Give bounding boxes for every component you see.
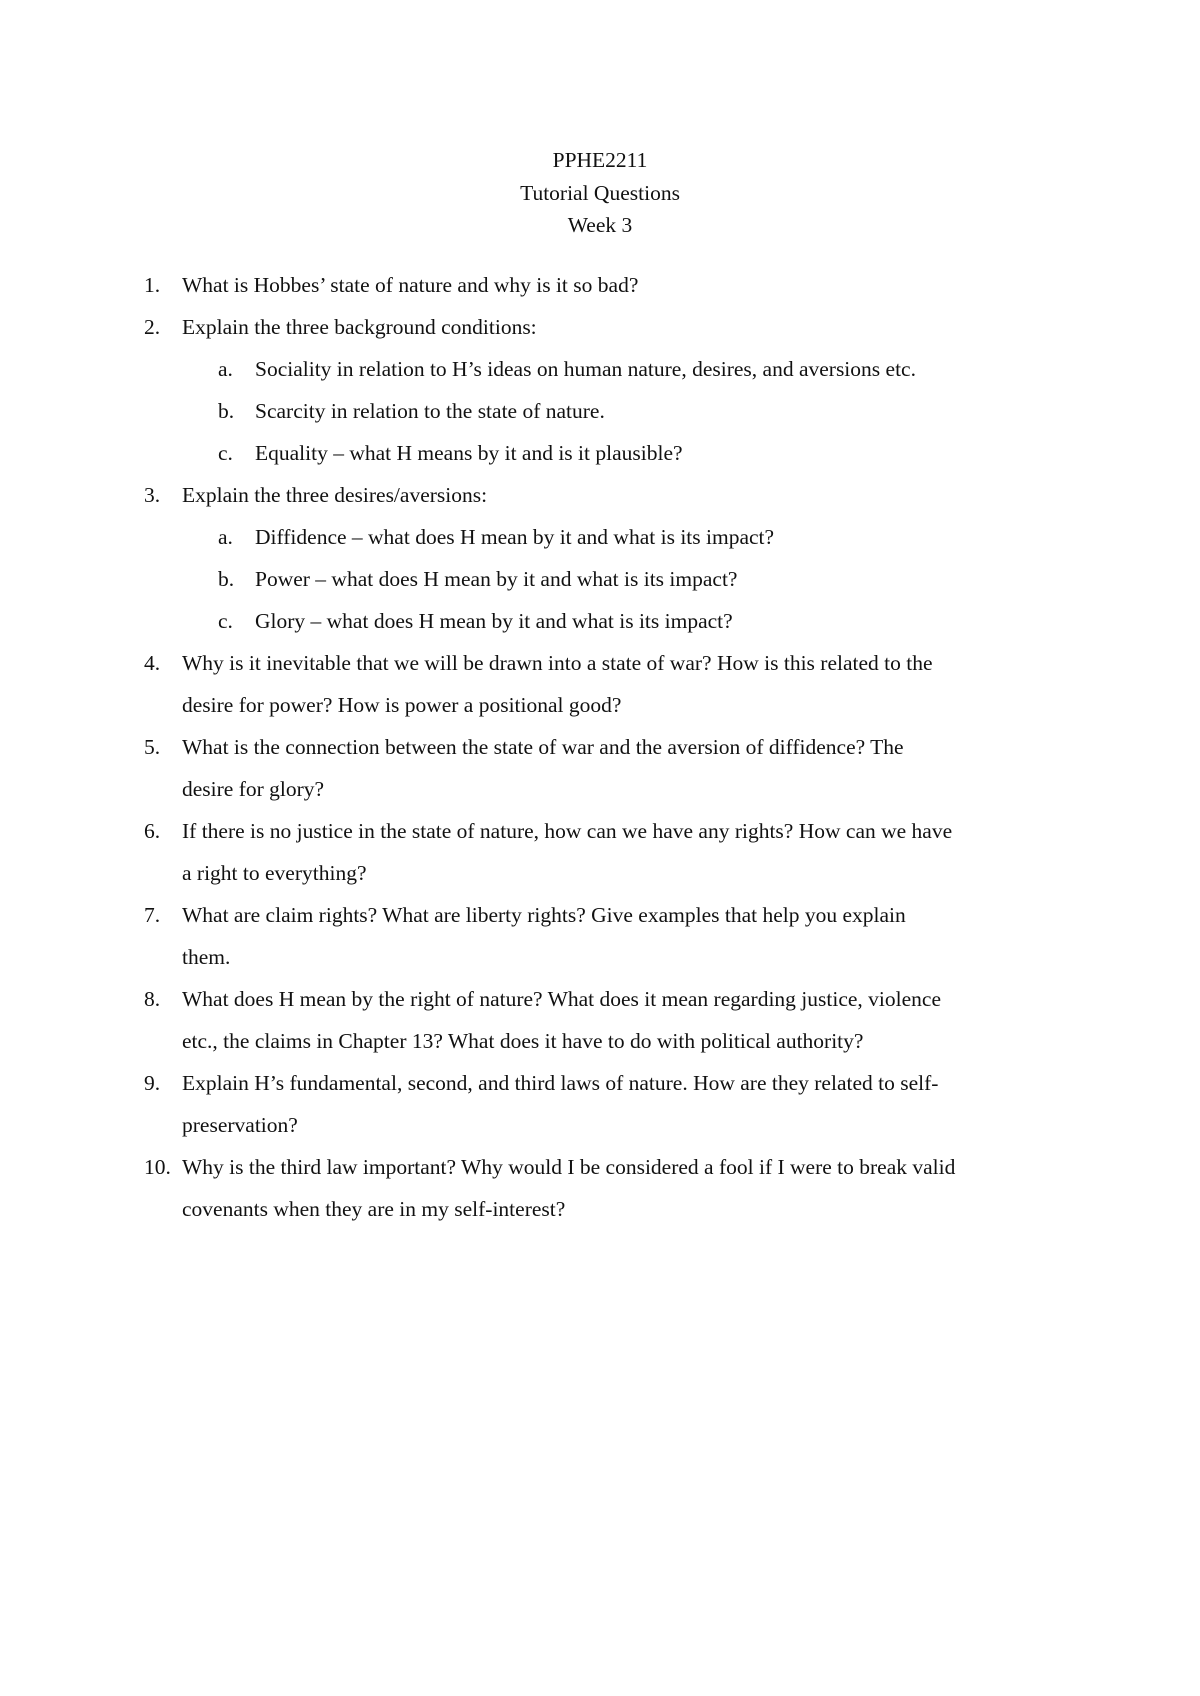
question-text-line: preservation? xyxy=(182,1113,298,1137)
question-number: 7. xyxy=(144,903,161,927)
question-number: 5. xyxy=(144,735,161,759)
question-number: 1. xyxy=(144,273,161,297)
question-number: 9. xyxy=(144,1071,161,1095)
week-label: Week 3 xyxy=(567,213,633,237)
sub-question-text: Power – what does H mean by it and what is its impact? xyxy=(255,567,738,591)
question-text: Explain the three background conditions: xyxy=(182,315,537,339)
question-text-line: covenants when they are in my self-interest? xyxy=(182,1197,566,1221)
question-text: What is Hobbes’ state of nature and why is it so bad? xyxy=(182,273,639,297)
sub-question-letter: a. xyxy=(218,525,233,549)
question-number: 2. xyxy=(144,315,161,339)
sub-question-item xyxy=(0,516,1105,558)
question-item xyxy=(0,810,1082,894)
question-item xyxy=(0,474,1082,516)
question-item xyxy=(0,726,1082,810)
question-item xyxy=(0,894,1082,978)
document-header xyxy=(0,144,1200,242)
sub-question-item xyxy=(0,558,1105,600)
question-text-line: Why is it inevitable that we will be drawn into a state of war? How is this related to the xyxy=(182,651,933,675)
course-code: PPHE2211 xyxy=(552,148,648,172)
question-list xyxy=(0,264,1200,1230)
question-text-line: a right to everything? xyxy=(182,861,367,885)
sub-question-text: Equality – what H means by it and is it plausible? xyxy=(255,441,683,465)
question-text-line: What is the connection between the state of war and the aversion of diffidence? The xyxy=(182,735,904,759)
question-item xyxy=(0,1062,1082,1146)
sub-question-item xyxy=(0,390,1105,432)
question-text: Explain the three desires/aversions: xyxy=(182,483,488,507)
question-text-line: them. xyxy=(182,945,231,969)
question-text-line: desire for power? How is power a positional good? xyxy=(182,693,622,717)
sub-question-item xyxy=(0,600,1105,642)
question-item xyxy=(0,642,1082,726)
question-text-line: desire for glory? xyxy=(182,777,325,801)
question-text-line: What are claim rights? What are liberty rights? Give examples that help you explain xyxy=(182,903,906,927)
question-text-line: Explain H’s fundamental, second, and third laws of nature. How are they related to self- xyxy=(182,1071,939,1095)
sub-question-letter: b. xyxy=(218,399,235,423)
sub-question-item xyxy=(0,432,1105,474)
question-item xyxy=(0,1146,1082,1230)
question-item xyxy=(0,306,1082,348)
sub-question-letter: b. xyxy=(218,567,235,591)
sub-question-letter: c. xyxy=(218,441,233,465)
question-text-line: etc., the claims in Chapter 13? What does it have to do with political authority? xyxy=(182,1029,864,1053)
question-text-line: Why is the third law important? Why would I be considered a fool if I were to break valid xyxy=(182,1155,956,1179)
question-item xyxy=(0,264,1082,306)
sub-question-text: Diffidence – what does H mean by it and what is its impact? xyxy=(255,525,775,549)
question-text-line: If there is no justice in the state of nature, how can we have any rights? How can we have xyxy=(182,819,953,843)
sub-question-text: Scarcity in relation to the state of nature. xyxy=(255,399,605,423)
sub-question-letter: c. xyxy=(218,609,233,633)
question-number: 10. xyxy=(144,1155,171,1179)
sub-question-item xyxy=(0,348,1105,390)
sub-question-text: Glory – what does H mean by it and what is its impact? xyxy=(255,609,733,633)
sub-question-letter: a. xyxy=(218,357,233,381)
question-number: 3. xyxy=(144,483,161,507)
document-title: Tutorial Questions xyxy=(520,180,680,205)
question-number: 6. xyxy=(144,819,161,843)
question-text-line: What does H mean by the right of nature? What does it mean regarding justice, violence xyxy=(182,987,942,1011)
question-number: 8. xyxy=(144,987,161,1011)
sub-question-text: Sociality in relation to H’s ideas on human nature, desires, and aversions etc. xyxy=(255,357,916,381)
question-item xyxy=(0,978,1082,1062)
question-number: 4. xyxy=(144,651,161,675)
